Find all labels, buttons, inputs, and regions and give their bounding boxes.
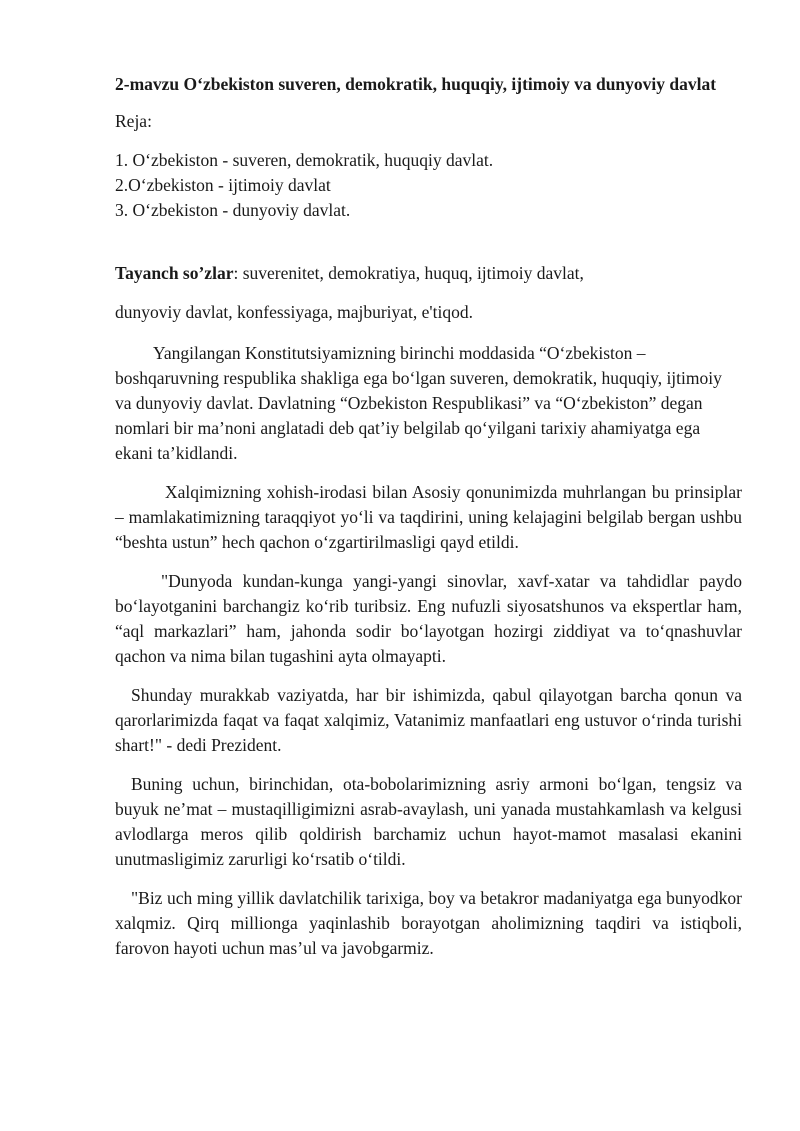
keywords-label: Tayanch so’zlar [115, 263, 234, 283]
body-paragraph: "Dunyoda kundan-kunga yangi-yangi sinovlar, xavf-xatar va tahdidlar paydo bo‘layotganini barchangiz ko‘rib turibsiz. Eng nufuzli siyosatshunos va ekspertlar ham, “aql markazlari” ham, jahonda sodir bo‘layotgan hozirgi ziddiyat va to‘qnashuvlar qachon va nima bilan tugashini ayta olmayapti. [115, 571, 742, 666]
keywords-text: : suverenitet, demokratiya, huquq, ijtimoiy davlat, [233, 263, 584, 283]
plan-list [115, 148, 742, 223]
document-page [115, 72, 742, 975]
keywords-continued: dunyoviy davlat, konfessiyaga, majburiyat, e'tiqod. [115, 302, 473, 322]
body-paragraph: Buning uchun, birinchidan, ota-bobolarimizning asriy armoni bo‘lgan, tengsiz va buyuk ne’mat – mustaqilligimizni asrab-avaylash, uni yanada mustahkamlash va kelgusi avlodlarga meros qilib qoldirish barchamiz uchun hayot-mamot masalasi ekanini unutmasligimiz zarurligi ko‘rsatib o‘tildi. [115, 774, 742, 869]
plan-item: 3. O‘zbekiston - dunyoviy davlat. [115, 200, 351, 220]
body-paragraph: Shunday murakkab vaziyatda, har bir ishimizda, qabul qilayotgan barcha qonun va qarorlarimizda faqat va faqat xalqimiz, Vatanimiz manfaatlari eng ustuvor o‘rinda turishi shart!" - dedi Prezident. [115, 685, 742, 755]
keywords-line [115, 261, 742, 286]
document-title: 2-mavzu O‘zbekiston suveren, demokratik, huquqiy, ijtimoiy va dunyoviy davlat [115, 74, 717, 94]
body-paragraph: Yangilangan Konstitutsiyamizning birinchi moddasida “O‘zbekiston – boshqaruvning respublika shakliga ega bo‘lgan suveren, demokratik, huquqiy, ijtimoiy va dunyoviy davlat. Davlatning “Ozbekiston Respublikasi” va “O‘zbekiston” degan nomlari bir ma’noni anglatadi deb qat’iy belgilab qo‘yilgani tarixiy ahamiyatga ega ekani ta’kidlandi. [115, 343, 722, 463]
plan-item: 1. O‘zbekiston - suveren, demokratik, huquqiy davlat. [115, 150, 494, 170]
plan-item: 2.O‘zbekiston - ijtimoiy davlat [115, 175, 331, 195]
body-paragraph: Xalqimizning xohish-irodasi bilan Asosiy qonunimizda muhrlangan bu prinsiplar – mamlakatimizning taraqqiyot yo‘li va taqdirini, uning kelajagini belgilab bergan ushbu “beshta ustun” hech qachon o‘zgartirilmasligi qayd etildi. [115, 482, 742, 552]
body-paragraph: "Biz uch ming yillik davlatchilik tarixiga, boy va betakror madaniyatga ega bunyodkor xalqmiz. Qirq millionga yaqinlashib borayotgan aholimizning taqdiri va istiqboli, farovon hayoti uchun mas’ul va javobgarmiz. [115, 888, 742, 958]
plan-heading: Reja: [115, 111, 152, 131]
